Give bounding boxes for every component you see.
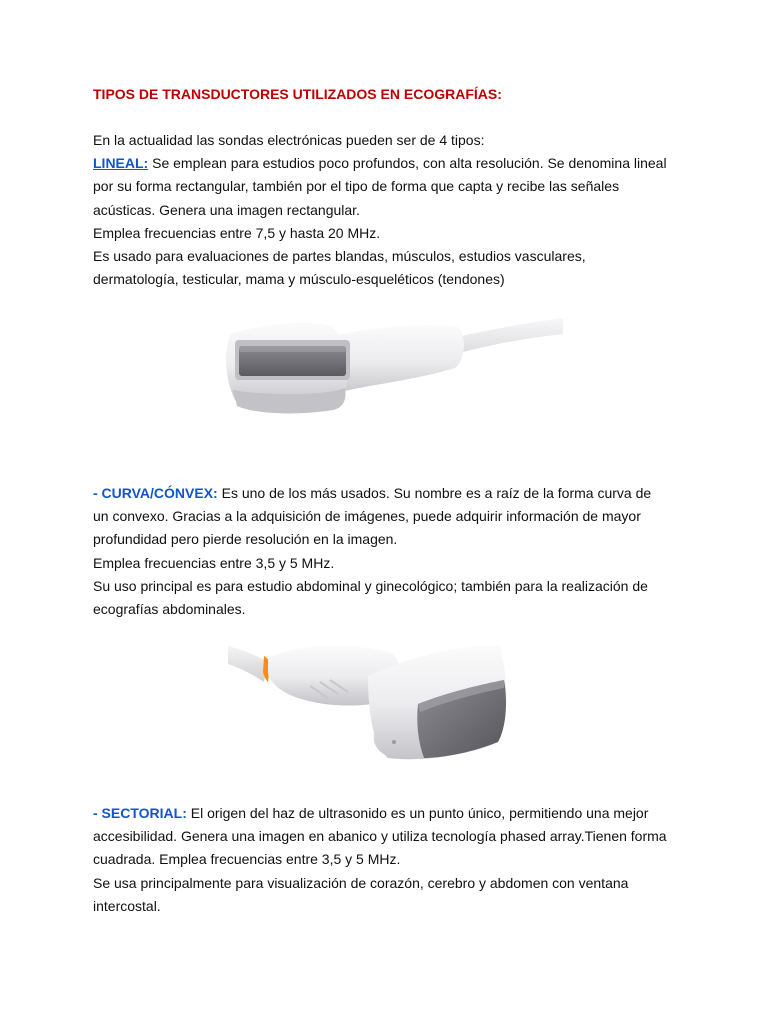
lineal-line-4: Emplea frecuencias entre 7,5 y hasta 20 MHz. xyxy=(93,224,381,241)
convex-line-4: Emplea frecuencias entre 3,5 y 5 MHz. xyxy=(93,554,335,571)
linear-probe-illustration xyxy=(205,300,563,430)
sectorial-section xyxy=(93,802,683,918)
convex-probe-illustration xyxy=(228,636,510,768)
sectorial-line-1 xyxy=(93,802,683,825)
convex-probe-image xyxy=(228,636,510,768)
convex-line-2: un convexo. Gracias a la adquisición de imágenes, puede adquirir información de mayor xyxy=(93,508,641,525)
sectorial-line-4: Se usa principalmente para visualización de corazón, cerebro y abdomen con ventana xyxy=(93,874,629,891)
sectorial-line-2: accesibilidad. Genera una imagen en abanico y utiliza tecnología phased array.Tienen forma xyxy=(93,828,667,845)
convex-line-3: profundidad pero pierde resolución en la imagen. xyxy=(93,531,398,548)
sectorial-label: - SECTORIAL: xyxy=(93,805,187,821)
lineal-line-1 xyxy=(93,152,683,175)
convex-line-5: Su uso principal es para estudio abdominal y ginecológico; también para la realización de xyxy=(93,577,648,594)
convex-section xyxy=(93,482,683,621)
lineal-line-3: acústicas. Genera una imagen rectangular. xyxy=(93,201,360,218)
lineal-line-5: Es usado para evaluaciones de partes blandas, músculos, estudios vasculares, xyxy=(93,247,586,264)
lineal-line-6: dermatología, testicular, mama y músculo-esqueléticos (tendones) xyxy=(93,271,505,288)
lineal-text-1: Se emplean para estudios poco profundos, con alta resolución. Se denomina lineal xyxy=(152,155,667,172)
linear-probe-image xyxy=(205,300,563,430)
lineal-line-2: por su forma rectangular, también por el tipo de forma que capta y recibe las señales xyxy=(93,178,620,195)
convex-text-1: Es uno de los más usados. Su nombre es a raíz de la forma curva de xyxy=(221,485,652,501)
convex-line-1 xyxy=(93,482,683,505)
lineal-section xyxy=(93,129,683,291)
sectorial-line-3: cuadrada. Emplea frecuencias entre 3,5 y 5 MHz. xyxy=(93,851,401,868)
convex-label: - CURVA/CÓNVEX: xyxy=(93,485,218,501)
sectorial-line-5: intercostal. xyxy=(93,897,161,914)
lineal-label: LINEAL: xyxy=(93,155,149,172)
intro-text: En la actualidad las sondas electrónicas pueden ser de 4 tipos: xyxy=(93,132,485,148)
sectorial-text-1: El origen del haz de ultrasonido es un punto único, permitiendo una mejor xyxy=(190,805,649,821)
document-title: TIPOS DE TRANSDUCTORES UTILIZADOS EN ECOGRAFÍAS: xyxy=(93,86,502,102)
convex-line-6: ecografías abdominales. xyxy=(93,600,246,617)
